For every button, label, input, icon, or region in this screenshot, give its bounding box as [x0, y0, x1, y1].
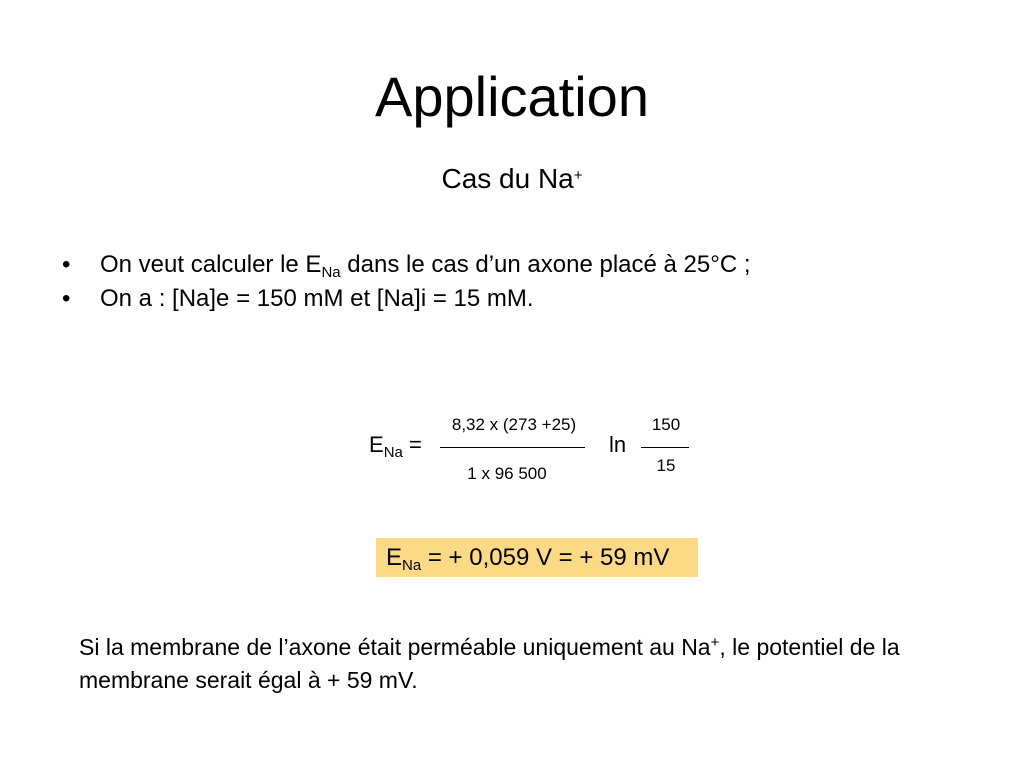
formula-ln-numerator: 150	[651, 415, 681, 434]
formula-symbol: E	[369, 432, 384, 457]
formula-denominator: 1 x 96 500	[467, 464, 547, 483]
conclusion-end: , le potentiel de la membrane serait égal à + 59 mV.	[79, 634, 900, 693]
bullet-marker: •	[62, 285, 71, 312]
result-subscript: Na	[402, 557, 422, 574]
formula-subscript: Na	[383, 444, 403, 461]
result-value: = + 0,059 V = + 59 mV	[421, 544, 670, 571]
conclusion-start: Si la membrane de l’axone était perméable uniquement au Na	[79, 634, 711, 660]
formula-numerator: 8,32 x (273 +25)	[451, 415, 577, 434]
formula-ln-fraction-bar	[641, 447, 689, 448]
bullet-list	[62, 248, 962, 316]
bullet-item-concentrations	[62, 282, 962, 316]
formula-ln-denominator: 15	[656, 456, 676, 475]
conclusion-superscript: +	[710, 634, 720, 651]
result-highlight-box	[376, 538, 698, 577]
formula-fraction-bar	[440, 447, 585, 448]
result-symbol: E	[386, 544, 403, 571]
formula-equals: =	[402, 432, 422, 457]
conclusion-text	[79, 631, 979, 697]
formula-ln: ln	[609, 432, 627, 457]
subtitle-text: Cas du Na	[441, 163, 574, 194]
bullet-text: On a : [Na]e = 150 mM et [Na]i = 15 mM.	[100, 285, 534, 312]
bullet-item-goal	[62, 248, 962, 282]
slide-subtitle	[0, 162, 1024, 196]
bullet-subscript: Na	[321, 264, 341, 281]
bullet-text-end: dans le cas d’un axone placé à 25°C ;	[340, 251, 751, 278]
subtitle-superscript: +	[573, 167, 583, 184]
slide-title: Application	[375, 65, 649, 128]
bullet-text-start: On veut calculer le E	[100, 251, 322, 278]
bullet-marker: •	[62, 251, 71, 278]
formula-lhs	[369, 431, 422, 459]
